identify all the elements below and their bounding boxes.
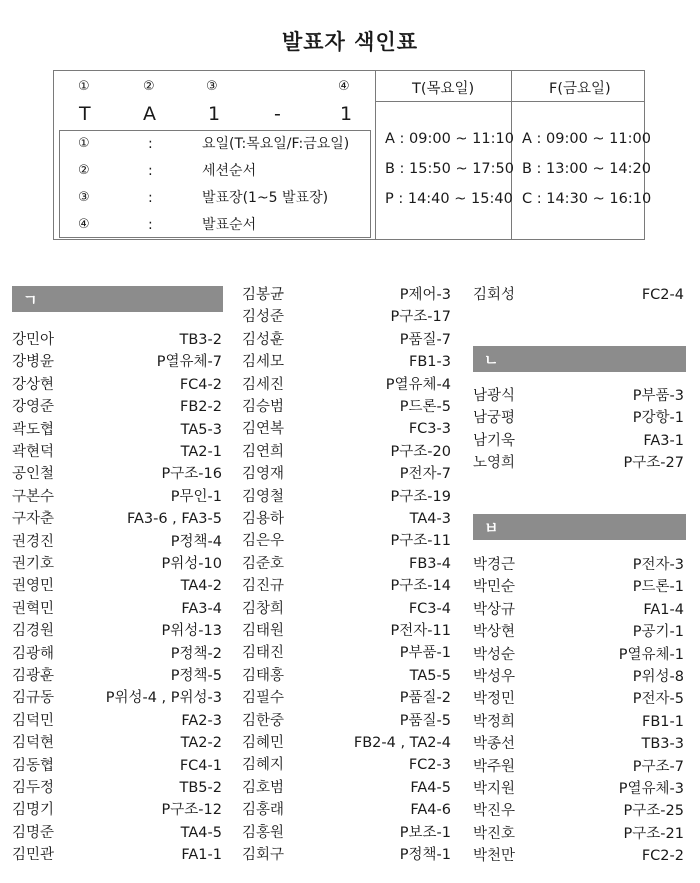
index-entry xyxy=(12,844,222,866)
index-entry xyxy=(12,687,222,709)
presenter-name: 남광식 xyxy=(473,388,516,404)
index-entry xyxy=(242,598,451,620)
presenter-name: 박상현 xyxy=(473,624,516,641)
index-entry xyxy=(473,733,684,755)
presenter-name: 김승범 xyxy=(242,399,285,415)
code-example-char: 1 xyxy=(340,103,353,125)
index-entry xyxy=(242,620,451,642)
index-entry xyxy=(473,554,684,576)
presentation-code: FB2-4 , TA2-4 xyxy=(353,735,451,751)
index-entry xyxy=(12,351,222,373)
presenter-name: 강병윤 xyxy=(12,354,55,371)
index-entry xyxy=(12,486,222,508)
presenter-name: 김봉균 xyxy=(242,287,285,303)
presentation-code: FB2-2 xyxy=(180,399,222,416)
presenter-name: 노영희 xyxy=(473,455,516,472)
index-entry xyxy=(242,754,451,776)
presenter-name: 김세모 xyxy=(242,354,285,371)
index-entry xyxy=(473,688,684,710)
index-entry xyxy=(242,553,451,575)
presenter-name: 남기욱 xyxy=(473,432,516,449)
presentation-code: FC2-3 xyxy=(408,757,451,774)
presentation-code: P전자-11 xyxy=(390,623,451,639)
presenter-name: 박천만 xyxy=(473,848,516,865)
presenter-name: 강영준 xyxy=(12,399,55,416)
presentation-code: FB3-4 xyxy=(409,555,451,572)
presentation-code: P위성-4 , P위성-3 xyxy=(105,690,222,707)
code-marker: ① xyxy=(78,79,90,94)
index-entry xyxy=(12,710,222,732)
presentation-code: P위성-8 xyxy=(632,669,684,685)
index-entry xyxy=(242,777,451,799)
index-entry xyxy=(473,284,684,306)
field-definitions-box xyxy=(59,130,371,238)
presenter-name: 김호범 xyxy=(242,779,285,796)
presentation-code: TA2-2 xyxy=(180,735,222,752)
index-entry xyxy=(12,531,222,553)
presentation-code: P구조-11 xyxy=(390,533,451,550)
presenter-name: 김성준 xyxy=(242,309,285,326)
presentation-code: P정책-4 xyxy=(170,533,222,550)
presenter-name: 강민아 xyxy=(12,332,55,348)
presentation-code: P무인-1 xyxy=(170,488,222,505)
index-entry xyxy=(242,844,451,866)
presentation-code: P열유체-3 xyxy=(618,781,684,797)
friday-time: B : 13:00 ~ 14:20 xyxy=(522,161,651,177)
presentation-code: P전자-3 xyxy=(632,557,684,573)
presenter-name: 김홍래 xyxy=(242,802,285,819)
index-entry xyxy=(473,576,684,598)
presentation-code: TA4-3 xyxy=(409,511,451,527)
thursday-time: B : 15:50 ~ 17:50 xyxy=(385,161,514,177)
index-entry xyxy=(473,644,684,666)
presentation-code: P정책-1 xyxy=(399,847,451,863)
presenter-name: 구본수 xyxy=(12,488,55,505)
index-entry xyxy=(242,463,451,485)
index-entry xyxy=(473,452,684,474)
index-entry xyxy=(12,396,222,418)
friday-time: C : 14:30 ~ 16:10 xyxy=(522,191,652,207)
group-header-label: ㄴ xyxy=(484,351,499,369)
presenter-name: 김필수 xyxy=(242,690,285,707)
index-entry xyxy=(242,732,451,754)
group-header-n xyxy=(473,346,686,372)
index-entry xyxy=(473,823,684,845)
index-entry xyxy=(473,756,684,778)
presenter-name: 김태홍 xyxy=(242,667,285,684)
presenter-name: 김혜지 xyxy=(242,757,285,774)
code-legend-table xyxy=(53,70,652,240)
code-example-char: - xyxy=(274,103,281,125)
field-marker: ② xyxy=(78,163,90,178)
index-entry xyxy=(473,385,684,407)
presenter-name: 김두정 xyxy=(12,780,55,796)
index-entry xyxy=(242,508,451,530)
presentation-code: P구조-7 xyxy=(632,758,684,775)
index-entry xyxy=(473,599,684,621)
thursday-time: A : 09:00 ~ 11:10 xyxy=(385,131,514,147)
presenter-name: 김회구 xyxy=(242,847,285,863)
code-example-char: 1 xyxy=(208,103,221,125)
presenter-name: 박성우 xyxy=(473,669,516,685)
presenter-name: 김연희 xyxy=(242,443,285,460)
presenter-name: 김광해 xyxy=(12,645,55,662)
presenter-name: 곽현덕 xyxy=(12,444,55,460)
presentation-code: FA2-3 xyxy=(181,712,222,729)
presenter-name: 김명기 xyxy=(12,802,55,819)
presentation-code: P구조-12 xyxy=(161,802,222,819)
code-marker: ② xyxy=(143,79,155,94)
index-entry xyxy=(242,642,451,664)
presentation-code: P드론-1 xyxy=(632,579,684,596)
presentation-code: P정책-2 xyxy=(170,645,222,662)
presenter-name: 김창희 xyxy=(242,600,285,617)
presenter-name: 박진호 xyxy=(473,825,516,842)
presentation-code: P구조-27 xyxy=(623,455,684,472)
index-entry xyxy=(242,530,451,552)
presentation-code: FB1-1 xyxy=(642,713,684,730)
presentation-code: FA3-4 xyxy=(181,600,222,617)
index-entry xyxy=(242,710,451,732)
page-title: 발표자 색인표 xyxy=(281,30,419,54)
presenter-name: 공인철 xyxy=(12,466,55,483)
presentation-code: TB5-2 xyxy=(179,780,222,796)
presentation-code: FC4-2 xyxy=(179,376,222,393)
field-marker: ③ xyxy=(78,190,90,205)
presentation-code: P구조-19 xyxy=(390,488,451,505)
group-header-b xyxy=(473,514,686,540)
index-entry xyxy=(12,822,222,844)
presenter-name: 김명준 xyxy=(12,824,55,841)
index-entry xyxy=(242,799,451,821)
index-entry xyxy=(473,845,684,867)
presenter-name: 권혁민 xyxy=(12,600,55,617)
legend-divider xyxy=(511,71,512,239)
presenter-name: 곽도협 xyxy=(12,421,55,438)
group-header-label: ㅂ xyxy=(484,519,499,537)
code-marker: ④ xyxy=(338,79,350,94)
index-entry xyxy=(242,306,451,328)
index-entry xyxy=(12,463,222,485)
index-entry xyxy=(242,329,451,351)
presenter-name: 김덕민 xyxy=(12,712,55,729)
presentation-code: TB3-2 xyxy=(179,332,222,348)
presentation-code: FA3-1 xyxy=(643,432,684,449)
index-entry xyxy=(242,822,451,844)
presentation-code: P열유체-4 xyxy=(385,376,451,393)
friday-time: A : 09:00 ~ 11:00 xyxy=(522,131,651,147)
presenter-name: 권기호 xyxy=(12,556,55,572)
presenter-name: 박지원 xyxy=(473,781,516,797)
presenter-name: 남궁평 xyxy=(473,410,516,427)
presentation-code: TA2-1 xyxy=(180,444,222,460)
presentation-code: P구조-20 xyxy=(390,443,451,460)
presenter-name: 김규동 xyxy=(12,690,55,707)
field-colon: : xyxy=(148,217,153,233)
field-description: 요일(T:목요일/F:금요일) xyxy=(202,136,350,152)
presenter-name: 박성순 xyxy=(473,646,516,663)
presenter-name: 강상현 xyxy=(12,376,55,393)
presentation-code: P보조-1 xyxy=(399,824,451,841)
presenter-name: 권경진 xyxy=(12,533,55,550)
presentation-code: P강항-1 xyxy=(632,410,684,427)
index-entry xyxy=(242,418,451,440)
group-header-g xyxy=(12,286,223,312)
presentation-code: P구조-17 xyxy=(390,309,451,326)
presenter-name: 김회성 xyxy=(473,287,516,303)
presenter-name: 김덕현 xyxy=(12,735,55,752)
index-entry xyxy=(473,430,684,452)
index-entry xyxy=(12,329,222,351)
presenter-name: 김은우 xyxy=(242,533,285,550)
index-entry xyxy=(12,777,222,799)
presenter-name: 김민관 xyxy=(12,847,55,864)
field-colon: : xyxy=(148,190,153,206)
presentation-code: FA4-6 xyxy=(410,802,451,819)
presentation-code: FC3-4 xyxy=(408,600,451,617)
field-colon: : xyxy=(148,136,153,152)
index-entry xyxy=(242,374,451,396)
presentation-code: P공기-1 xyxy=(632,624,684,641)
presenter-name: 김태원 xyxy=(242,623,285,639)
index-entry xyxy=(242,575,451,597)
presenter-name: 김연복 xyxy=(242,421,285,438)
presenter-name: 김혜민 xyxy=(242,735,285,751)
presenter-name: 박진우 xyxy=(473,803,516,820)
field-description: 세션순서 xyxy=(202,163,257,179)
presenter-name: 김영재 xyxy=(242,466,285,483)
presentation-code: P위성-13 xyxy=(161,623,222,640)
index-entry xyxy=(12,575,222,597)
presenter-name: 김세진 xyxy=(242,376,285,393)
index-entry xyxy=(12,553,222,575)
presenter-name: 구자춘 xyxy=(12,511,55,528)
index-entry xyxy=(12,441,222,463)
presentation-code: P품질-5 xyxy=(399,712,451,729)
presentation-code: P정책-5 xyxy=(170,668,222,684)
presentation-code: P품질-2 xyxy=(399,690,451,707)
index-entry xyxy=(12,755,222,777)
presenter-name: 권영민 xyxy=(12,578,55,595)
index-entry xyxy=(473,666,684,688)
presentation-code: P구조-16 xyxy=(161,466,222,483)
presenter-name: 박주원 xyxy=(473,758,516,775)
presentation-code: FC3-3 xyxy=(408,421,451,438)
presentation-code: FC4-1 xyxy=(179,757,222,774)
code-example-char: A xyxy=(143,103,156,125)
index-entry xyxy=(242,486,451,508)
presentation-code: P구조-25 xyxy=(623,803,684,820)
friday-header: F(금요일) xyxy=(549,81,611,97)
presenter-name: 김한중 xyxy=(242,712,285,729)
presentation-code: P부품-3 xyxy=(632,388,684,404)
index-entry xyxy=(12,374,222,396)
index-entry xyxy=(242,441,451,463)
presentation-code: FA4-5 xyxy=(410,779,451,796)
field-description: 발표장(1~5 발표장) xyxy=(202,190,329,206)
code-example-char: T xyxy=(79,103,91,125)
presentation-code: P품질-7 xyxy=(399,331,451,348)
field-marker: ① xyxy=(78,136,90,151)
index-entry xyxy=(473,407,684,429)
presentation-code: FA1-1 xyxy=(181,847,222,864)
index-entry xyxy=(473,800,684,822)
presenter-name: 박상규 xyxy=(473,601,516,618)
presenter-name: 김준호 xyxy=(242,555,285,572)
presentation-code: FC2-4 xyxy=(641,287,684,303)
thursday-header: T(목요일) xyxy=(412,81,475,97)
presentation-code: P구조-21 xyxy=(623,825,684,842)
code-marker: ③ xyxy=(206,79,218,94)
presentation-code: TA5-5 xyxy=(409,667,451,684)
presentation-code: P열유체-7 xyxy=(156,354,222,371)
presentation-code: TA5-3 xyxy=(180,421,222,438)
group-header-label: ㄱ xyxy=(23,291,38,309)
index-entry xyxy=(242,284,451,306)
presenter-name: 박종선 xyxy=(473,736,516,753)
presentation-code: FB1-3 xyxy=(409,354,451,371)
index-entry xyxy=(242,687,451,709)
presentation-code: P열유체-1 xyxy=(618,646,684,663)
field-colon: : xyxy=(148,163,153,179)
presentation-code: P부품-1 xyxy=(399,645,451,662)
index-entry xyxy=(242,351,451,373)
presentation-code: P위성-10 xyxy=(161,556,222,572)
index-entry xyxy=(12,620,222,642)
presentation-code: P구조-14 xyxy=(390,578,451,595)
field-marker: ④ xyxy=(78,217,90,232)
presenter-name: 김광훈 xyxy=(12,668,55,684)
presentation-code: TA4-5 xyxy=(180,824,222,841)
presentation-code: P전자-5 xyxy=(632,691,684,708)
presentation-code: FC2-2 xyxy=(641,848,684,865)
index-entry xyxy=(12,508,222,530)
thursday-time: P : 14:40 ~ 15:40 xyxy=(385,191,513,207)
presenter-name: 박정희 xyxy=(473,713,516,730)
presenter-name: 김홍원 xyxy=(242,824,285,841)
presentation-code: FA3-6 , FA3-5 xyxy=(126,511,222,528)
presenter-name: 김진규 xyxy=(242,578,285,595)
index-entry xyxy=(473,711,684,733)
presenter-name: 박정민 xyxy=(473,691,516,708)
presenter-name: 김태진 xyxy=(242,645,285,662)
presentation-code: P전자-7 xyxy=(399,466,451,483)
field-description: 발표순서 xyxy=(202,217,257,233)
index-entry xyxy=(12,598,222,620)
presenter-name: 박민순 xyxy=(473,579,516,596)
presenter-name: 김성훈 xyxy=(242,331,285,348)
presenter-name: 박경근 xyxy=(473,557,516,573)
index-entry xyxy=(473,778,684,800)
presentation-code: FA1-4 xyxy=(643,601,684,618)
legend-divider xyxy=(375,101,644,102)
index-entry xyxy=(242,665,451,687)
index-entry xyxy=(12,732,222,754)
index-entry xyxy=(12,665,222,687)
presenter-name: 김영철 xyxy=(242,488,285,505)
presentation-code: P드론-5 xyxy=(399,399,451,415)
index-entry xyxy=(12,419,222,441)
presenter-name: 김용하 xyxy=(242,511,285,527)
index-entry xyxy=(473,621,684,643)
index-entry xyxy=(12,643,222,665)
index-entry xyxy=(12,799,222,821)
presenter-name: 김동협 xyxy=(12,757,55,774)
presenter-name: 김경원 xyxy=(12,623,55,640)
presentation-code: P제어-3 xyxy=(399,287,451,303)
index-entry xyxy=(242,396,451,418)
legend-divider xyxy=(375,71,376,239)
presentation-code: TB3-3 xyxy=(641,736,684,753)
presentation-code: TA4-2 xyxy=(180,578,222,595)
